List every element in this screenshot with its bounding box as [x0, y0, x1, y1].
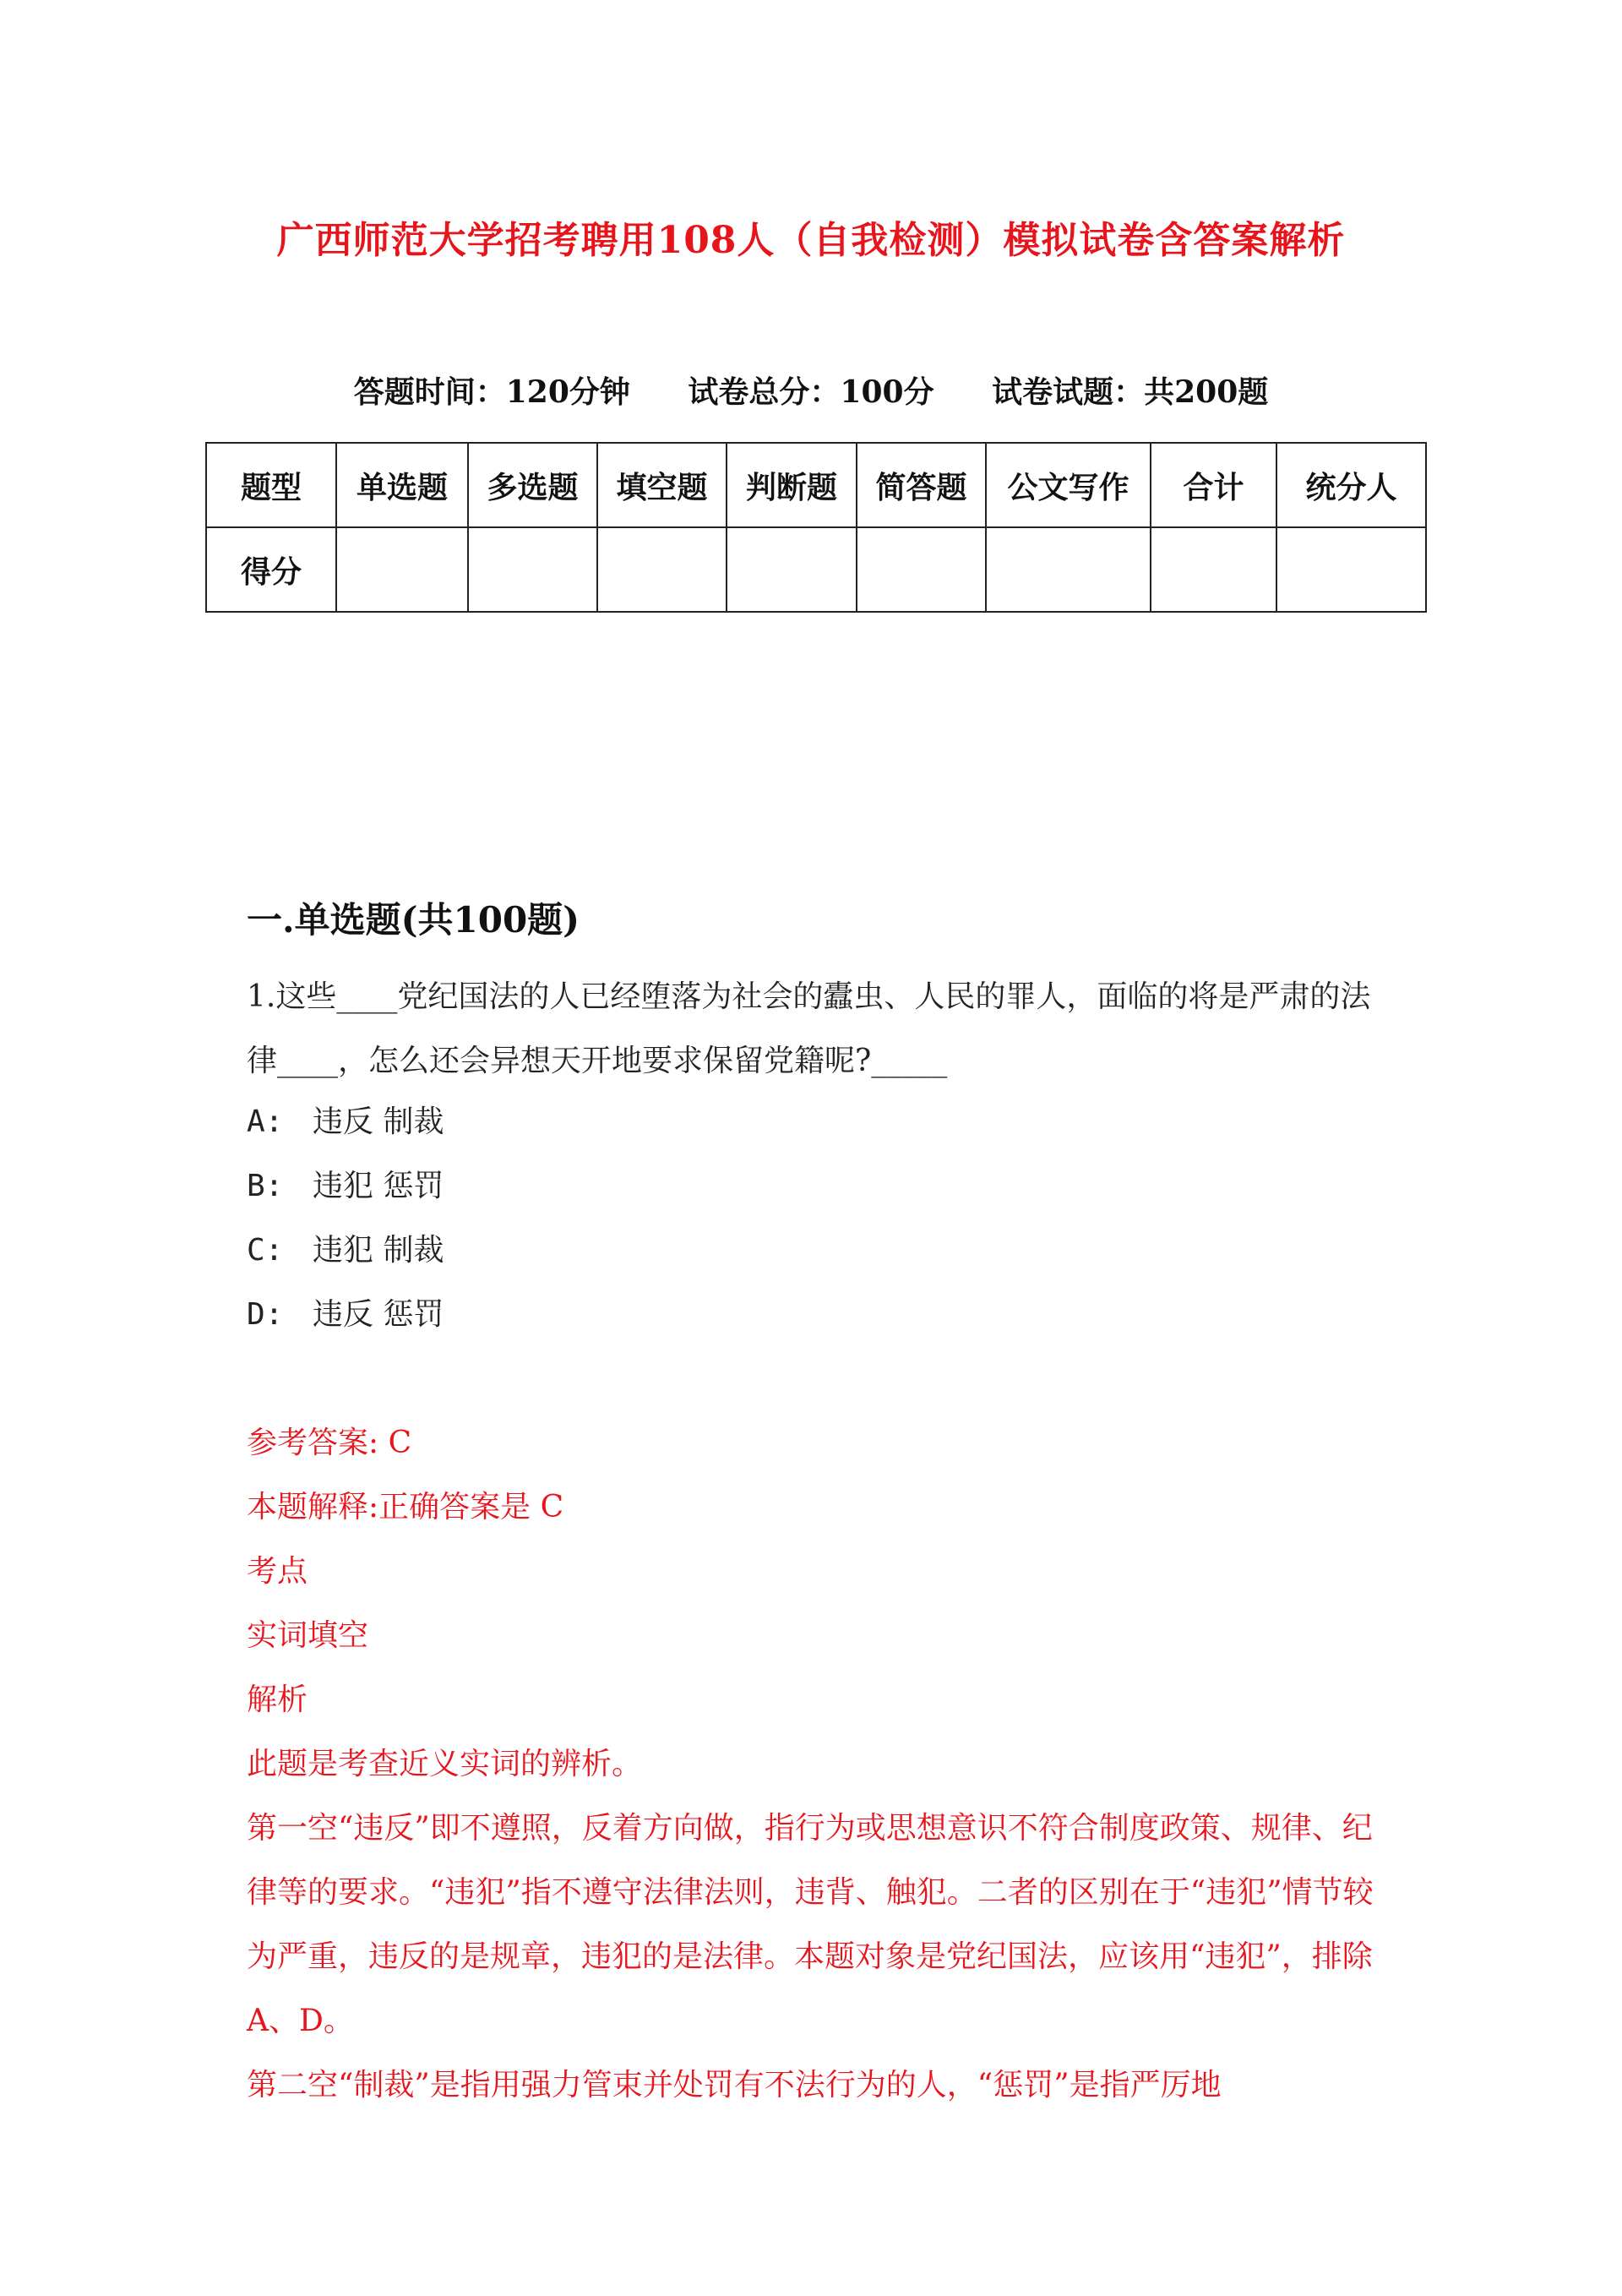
score-table-header: 公文写作	[986, 443, 1151, 527]
answer-block	[247, 1411, 1379, 2118]
exam-question-count: 试卷试题：共200题	[992, 374, 1269, 410]
score-cell	[597, 527, 727, 612]
answer-explanation: 本题解释:正确答案是 C	[247, 1490, 564, 1524]
analysis-first-blank: 第一空“违反”即不遵照，反着方向做，指行为或思想意识不符合制度政策、规律、纪律等的要求。“违犯”指不遵守法律法则，违背、触犯。二者的区别在于“违犯”情节较为严重，违反的是规章，违犯的是法律。本题对象是党纪国法，应该用“违犯”，排除A、D。	[247, 1811, 1374, 2038]
key-point-label: 考点	[247, 1554, 308, 1589]
score-cell	[1151, 527, 1276, 612]
exam-time: 答题时间：120分钟	[353, 374, 630, 410]
option-c	[247, 1219, 444, 1283]
option-letter: D:	[247, 1297, 284, 1332]
score-row-label: 得分	[206, 527, 336, 612]
score-table-header: 单选题	[336, 443, 468, 527]
question-stem: 1.这些____党纪国法的人已经堕落为社会的蠹虫、人民的罪人，面临的将是严肃的法律____，怎么还会异想天开地要求保留党籍呢?_____	[247, 979, 1371, 1078]
score-table-header: 多选题	[468, 443, 597, 527]
key-point: 实词填空	[247, 1618, 369, 1653]
option-a	[247, 1090, 444, 1154]
score-cell	[857, 527, 986, 612]
score-cell	[727, 527, 857, 612]
score-table-header: 合计	[1151, 443, 1276, 527]
section-title: 一.单选题(共100题)	[247, 899, 580, 941]
score-cell	[986, 527, 1151, 612]
exam-meta	[0, 368, 1622, 412]
option-letter: B:	[247, 1169, 284, 1203]
option-letter: A:	[247, 1104, 284, 1139]
option-letter: C:	[247, 1233, 284, 1268]
analysis-intro: 此题是考查近义实词的辨析。	[247, 1747, 643, 1781]
analysis-label: 解析	[247, 1682, 308, 1717]
question-options	[247, 1090, 444, 1347]
score-table-header: 统分人	[1276, 443, 1426, 527]
score-table	[205, 442, 1427, 613]
exam-total-score: 试卷总分：100分	[688, 374, 934, 410]
option-text: 违犯 惩罚	[313, 1169, 444, 1203]
score-table-header-row	[206, 443, 1426, 527]
score-table-header: 填空题	[597, 443, 727, 527]
document-title: 广西师范大学招考聘用108人（自我检测）模拟试卷含答案解析	[276, 219, 1346, 262]
score-table-header: 题型	[206, 443, 336, 527]
analysis-second-blank: 第二空“制裁”是指用强力管束并处罚有不法行为的人，“惩罚”是指严厉地	[247, 2068, 1222, 2102]
option-text: 违反 制裁	[313, 1104, 444, 1139]
score-cell	[336, 527, 468, 612]
option-text: 违犯 制裁	[313, 1233, 444, 1268]
score-table-score-row	[206, 527, 1426, 612]
option-d	[247, 1283, 444, 1347]
score-table-header: 判断题	[727, 443, 857, 527]
score-cell	[468, 527, 597, 612]
score-table-header: 简答题	[857, 443, 986, 527]
reference-answer: 参考答案: C	[247, 1426, 412, 1460]
option-text: 违反 惩罚	[313, 1297, 444, 1332]
score-cell	[1276, 527, 1426, 612]
option-b	[247, 1154, 444, 1219]
